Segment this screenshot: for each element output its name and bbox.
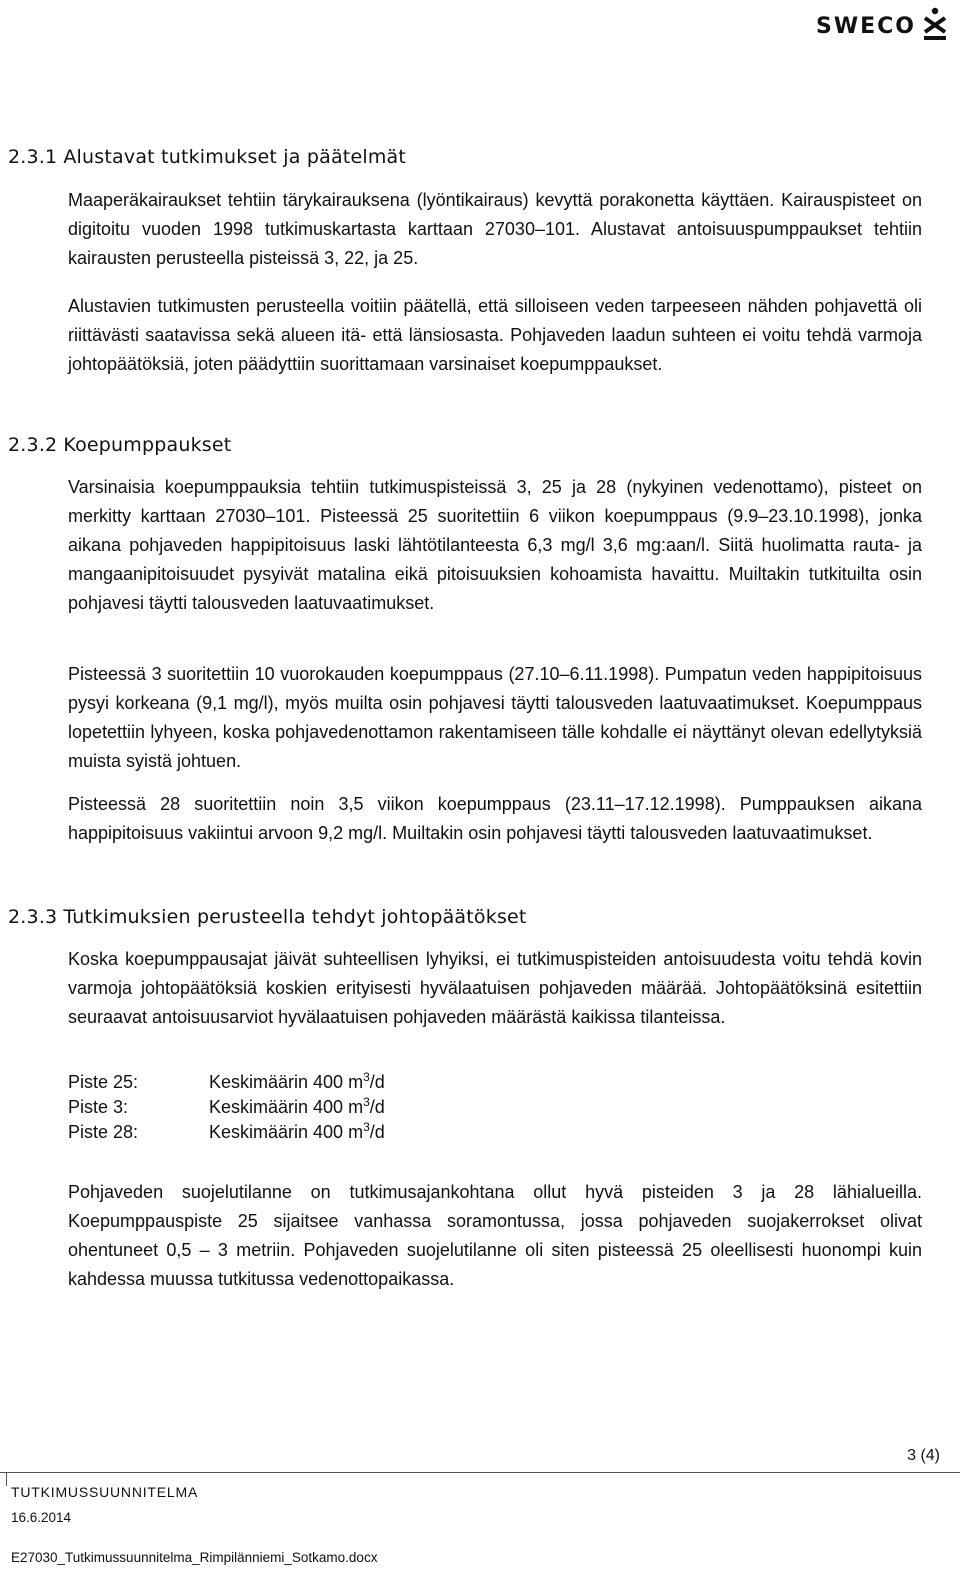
estimate-list	[68, 1070, 385, 1145]
estimate-row	[68, 1070, 385, 1095]
paragraph: Pisteessä 28 suoritettiin noin 3,5 viikon koepumppaus (23.11–17.12.1998). Pumppauksen aikana happipitoisuus vakiintui arvoon 9,2 mg/l. Muiltakin osin pohjavesi täytti talousveden laatuvaatimukset.	[68, 794, 922, 843]
estimate-value: Keskimäärin 400 $m^3/d$	[209, 1070, 385, 1092]
section-heading-2-3-2: 2.3.2 Koepumppaukset	[8, 434, 232, 456]
footer-divider	[0, 1472, 960, 1473]
paragraph: Varsinaisia koepumppauksia tehtiin tutkimuspisteissä 3, 25 ja 28 (nykyinen vedenottamo), pisteet on merkitty karttaan 27030–101. Pisteessä 25 suoritettiin 6 viikon koepumppaus (9.9–23.10.1998), jonka aikana pohjaveden happipitoisuus laski lähtötilanteesta 6,3 mg/l 3,6 mg:aan/l. Siitä huolimatta rauta- ja mangaanipitoisuudet pysyivät matalina eikä pitoisuuksien kohoamista havaittu. Muiltakin tutkituilta osin pohjavesi täytti talousveden laatuvaatimukset.	[68, 477, 922, 613]
paragraph: Koska koepumppausajat jäivät suhteellisen lyhyiksi, ei tutkimuspisteiden antoisuudesta voitu tehdä kovin varmoja johtopäätöksiä koskien erityisesti hyvälaatuisen pohjaveden määrää. Johtopäätöksinä esitettiin seuraavat antoisuusarviot hyvälaatuisen pohjaveden määrästä kaikissa tilanteissa.	[68, 949, 922, 1027]
sweco-mark-icon	[920, 6, 950, 46]
paragraph: Pisteessä 3 suoritettiin 10 vuorokauden koepumppaus (27.10–6.11.1998). Pumpatun veden happipitoisuus pysyi korkeana (9,1 mg/l), myös muilta osin pohjavesi täytti talousveden laatuvaatimukset. Koepumppaus lopetettiin lyhyeen, koska pohjavedenottamon rakentamiseen tälle kohdalle ei näyttänyt olevan edellytyksiä muista syistä johtuen.	[68, 664, 922, 771]
sweco-logo	[816, 6, 950, 46]
estimate-value: Keskimäärin 400 $m^3/d$	[209, 1120, 385, 1142]
paragraph: Alustavien tutkimusten perusteella voitiin päätellä, että silloiseen veden tarpeeseen nähden pohjavettä oli riittävästi saatavissa sekä alueen itä- että länsiosasta. Pohjaveden laadun suhteen ei voitu tehdä varmoja johtopäätöksiä, joten päädyttiin suorittamaan varsinaiset koepumppaukset.	[68, 296, 922, 374]
section-heading-2-3-3: 2.3.3 Tutkimuksien perusteella tehdyt johtopäätökset	[8, 906, 527, 928]
footer-divider-tick	[6, 1472, 7, 1486]
document-title: TUTKIMUSSUUNNITELMA	[11, 1484, 199, 1500]
logo-text: SWECO	[816, 13, 916, 39]
section-heading-2-3-1: 2.3.1 Alustavat tutkimukset ja päätelmät	[8, 146, 407, 168]
document-date: 16.6.2014	[11, 1510, 72, 1525]
page-number: 3 (4)	[907, 1447, 940, 1464]
estimate-value: Keskimäärin 400 $m^3/d$	[209, 1095, 385, 1117]
estimate-label: Piste 28:	[68, 1122, 139, 1142]
paragraph: Maaperäkairaukset tehtiin tärykairauksena (lyöntikairaus) kevyttä porakonetta käyttäen. Kairauspisteet on digitoitu vuoden 1998 tutkimuskartasta karttaan 27030–101. Alustavat antoisuuspumppaukset tehtiin kairausten perusteella pisteissä 3, 22, ja 25.	[68, 190, 922, 268]
estimate-label: Piste 25:	[68, 1072, 139, 1092]
estimate-row	[68, 1095, 385, 1120]
estimate-row	[68, 1120, 385, 1145]
paragraph: Pohjaveden suojelutilanne on tutkimusajankohtana ollut hyvä pisteiden 3 ja 28 lähialueilla. Koepumppauspiste 25 sijaitsee vanhassa soramontussa, jossa pohjaveden suojakerrokset olivat ohentuneet 0,5 – 3 metriin. Pohjaveden suojelutilanne oli siten pisteessä 25 oleellisesti huonompi kuin kahdessa muussa tutkitussa vedenottopaikassa.	[68, 1182, 922, 1289]
document-filename: E27030_Tutkimussuunnitelma_Rimpilänniemi_Sotkamo.docx	[11, 1550, 378, 1565]
estimate-label: Piste 3:	[68, 1097, 129, 1117]
